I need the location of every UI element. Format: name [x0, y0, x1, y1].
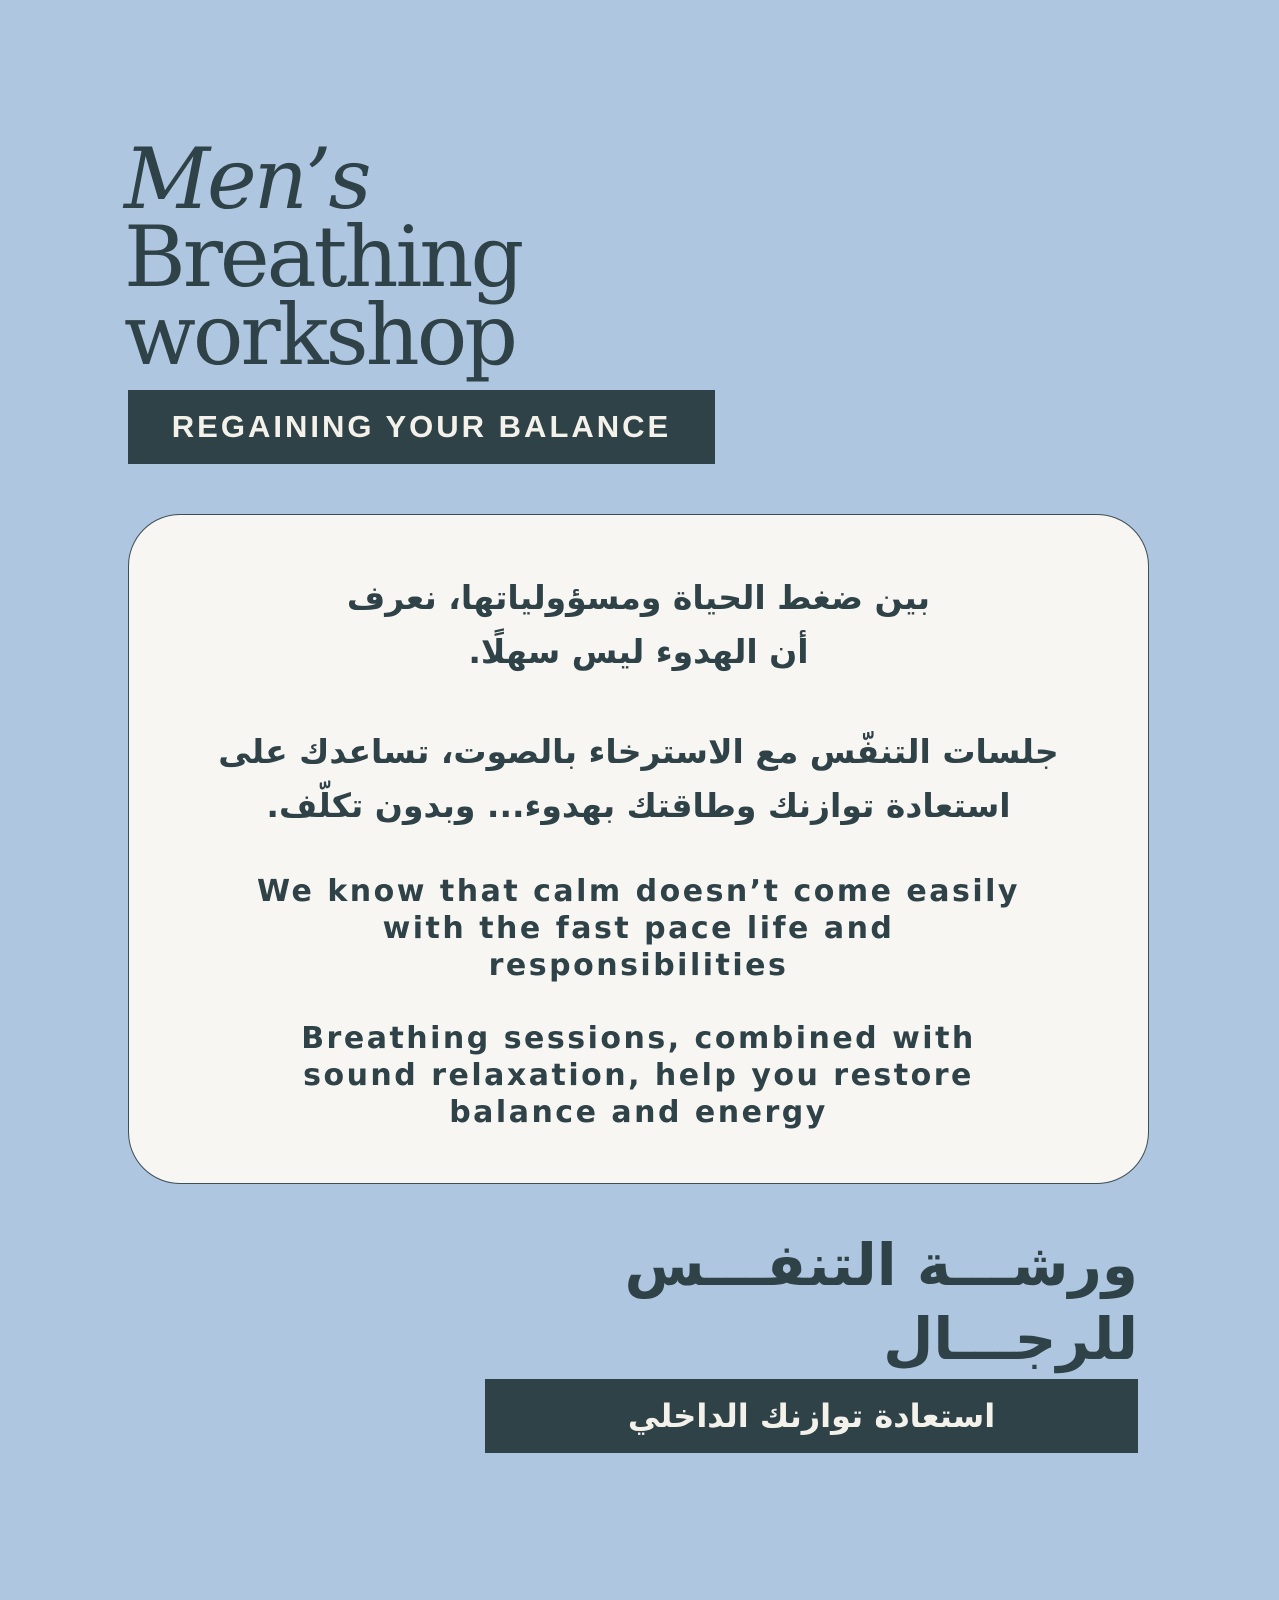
workshop-title [124, 130, 522, 384]
subtitle-banner: REGAINING YOUR BALANCE [128, 390, 715, 464]
arabic-paragraph-1-line-2: أن الهدوء ليس سهلًا. [468, 632, 809, 671]
arabic-paragraph-2-line-1: جلسات التنفّس مع الاسترخاء بالصوت، تساعدك على [218, 732, 1059, 771]
english-paragraph-1-line-2: with the fast pace life and [382, 911, 895, 946]
arabic-paragraph-1-line-1: بين ضغط الحياة ومسؤولياتها، نعرف [346, 578, 931, 617]
english-paragraph-1-line-1: We know that calm doesn’t come easily [257, 874, 1020, 909]
english-paragraph-1 [129, 873, 1148, 984]
title-line-workshop: workshop [124, 286, 516, 384]
english-paragraph-2-line-3: balance and energy [449, 1095, 828, 1130]
arabic-title-line-2: للرجـــال [883, 1305, 1138, 1373]
title-line-mens: Men’s [124, 130, 369, 228]
arabic-paragraph-2 [129, 725, 1148, 833]
arabic-title-line-1: ورشـــة التنفـــس [624, 1231, 1138, 1299]
title-line-breathing: Breathing [124, 208, 522, 306]
english-paragraph-1-line-3: responsibilities [488, 948, 789, 983]
arabic-subtitle-banner: استعادة توازنك الداخلي [485, 1379, 1138, 1453]
arabic-paragraph-2-line-2: استعادة توازنك وطاقتك بهدوء... وبدون تكلّف. [266, 786, 1011, 825]
english-paragraph-2 [129, 1020, 1148, 1131]
english-paragraph-2-line-2: sound relaxation, help you restore [303, 1058, 974, 1093]
english-paragraph-2-line-1: Breathing sessions, combined with [301, 1021, 976, 1056]
arabic-paragraph-1 [129, 571, 1148, 679]
arabic-title [624, 1228, 1138, 1376]
description-card [128, 514, 1149, 1184]
